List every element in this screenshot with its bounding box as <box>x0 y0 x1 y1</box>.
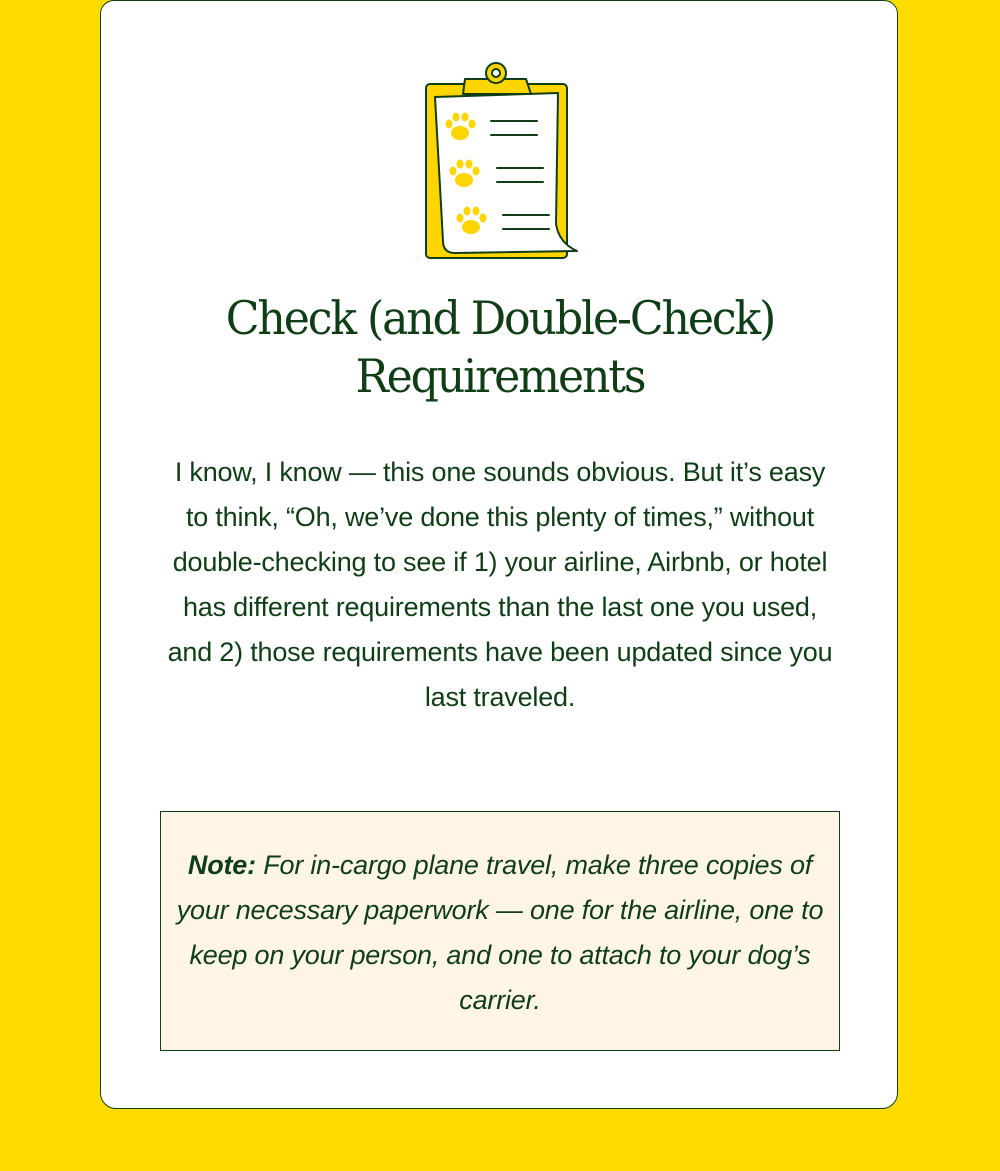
section-title <box>117 289 883 405</box>
clipboard-icon <box>421 59 581 264</box>
note-body: For in-cargo plane travel, make three copies of your necessary paperwork — one for the airline, one to keep on your person, and one to attach to your dog’s carrier. <box>176 850 824 1015</box>
section-body: I know, I know — this one sounds obvious. But it’s easy to think, “Oh, we’ve done this plenty of times,” without double-checking to see if 1) your airline, Airbnb, or hotel has different requirements than the last one you used, and 2) those requirements have been updated since you last traveled. <box>167 457 833 712</box>
content-card <box>100 0 898 1109</box>
note-label: Note: <box>187 850 256 880</box>
note-text-block <box>161 843 839 1023</box>
section-title-line-1: Check (and Double-Check) <box>225 291 775 345</box>
section-title-line-2: Requirements <box>355 349 645 403</box>
note-callout <box>160 811 840 1051</box>
